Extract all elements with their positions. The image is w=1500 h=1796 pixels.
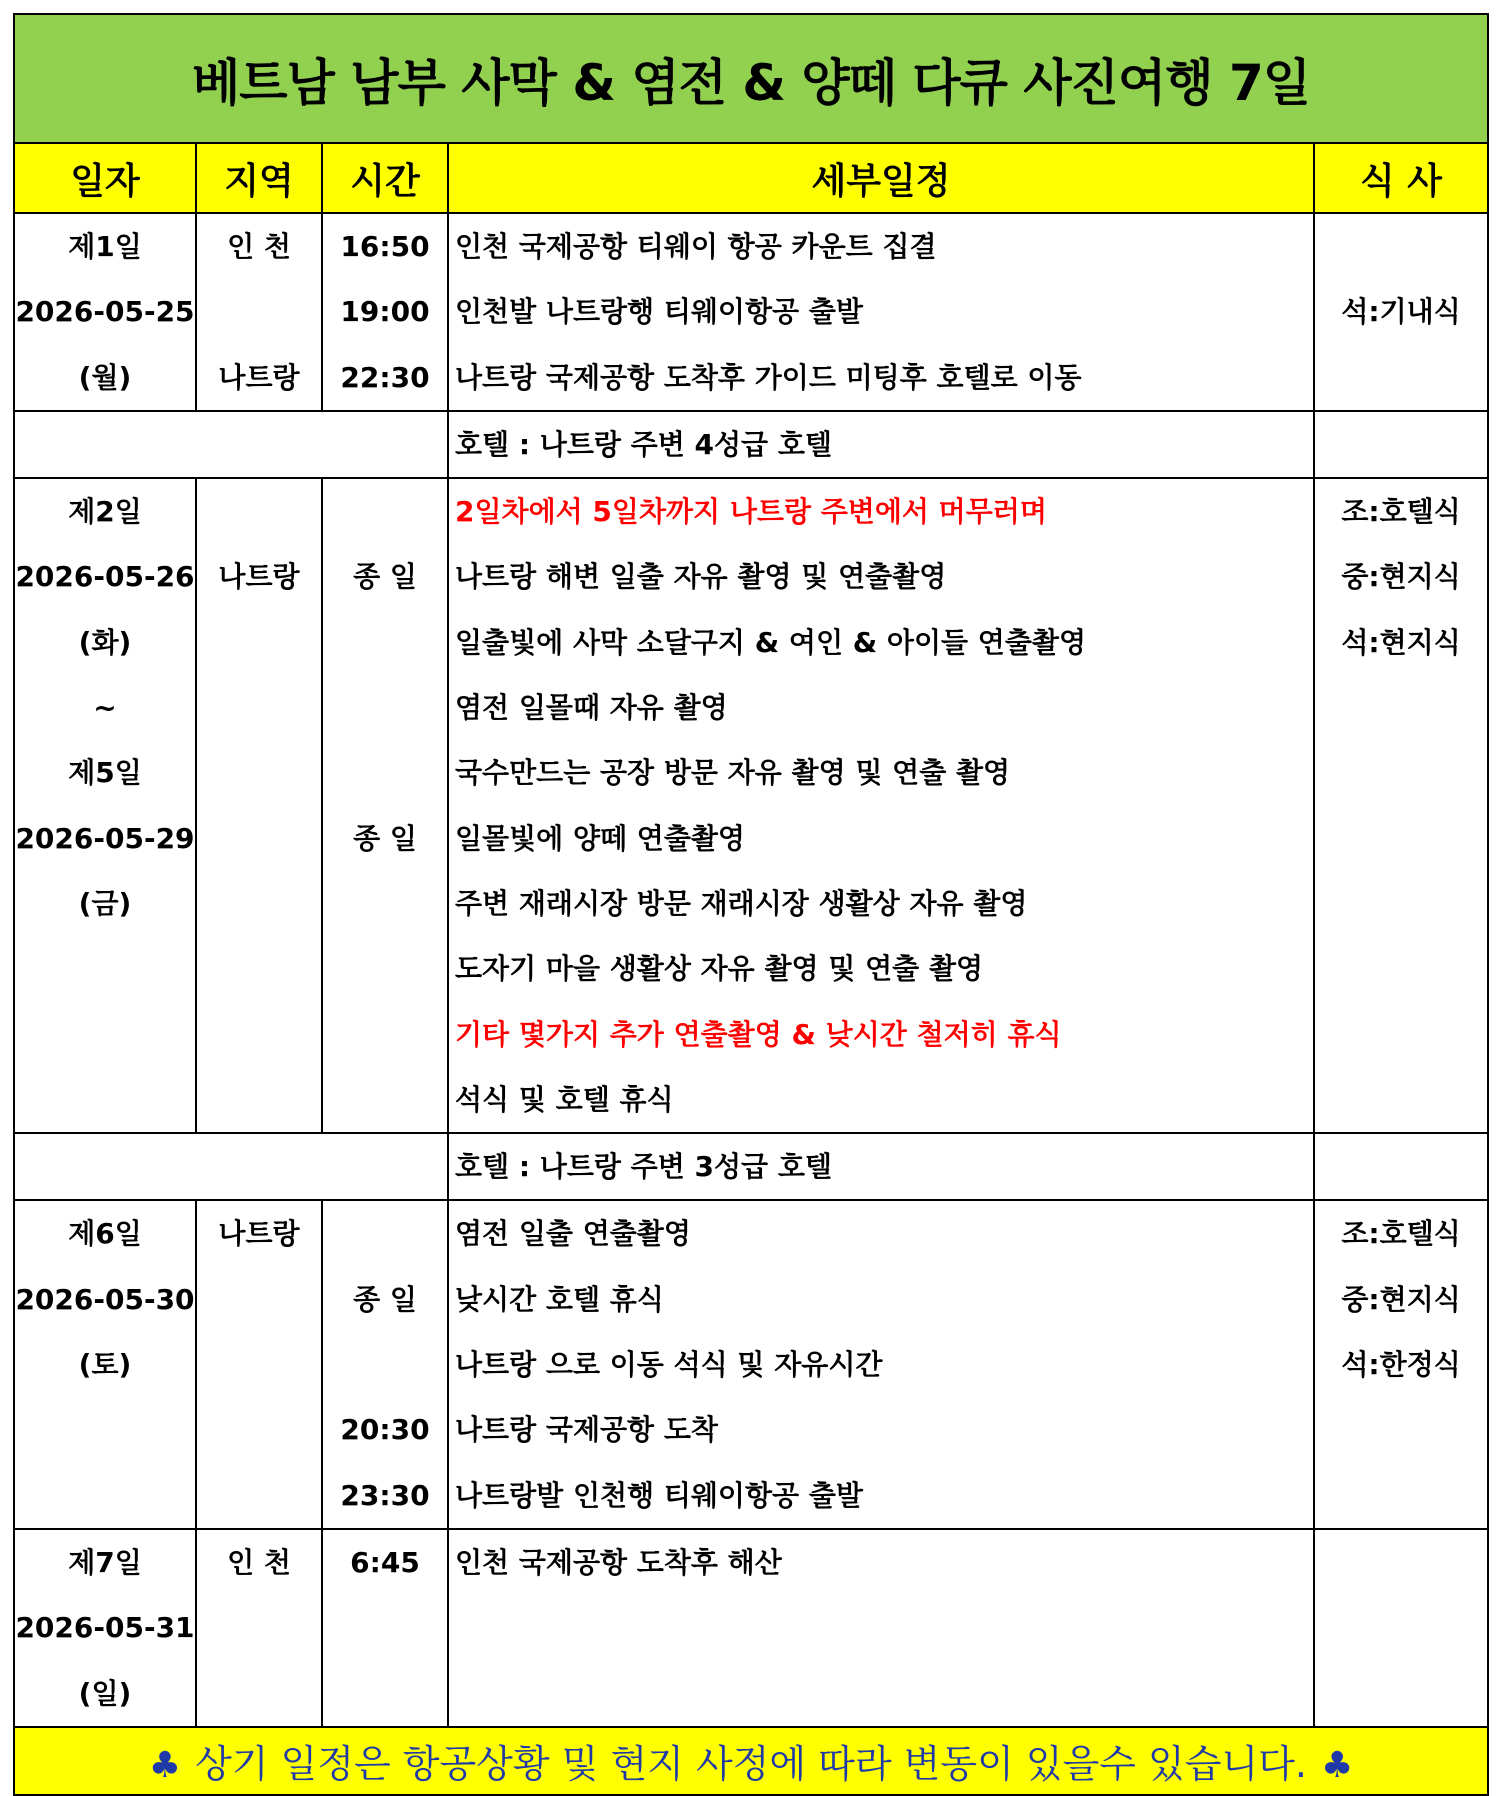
day-weekday: (월) <box>78 360 132 394</box>
day-text: 제6일 <box>68 1217 142 1251</box>
day-date: 2026-05-31 <box>15 1611 195 1645</box>
region-text: 나트랑 <box>218 560 300 594</box>
time-text <box>323 675 447 740</box>
header-row <box>14 143 1488 213</box>
hotel-meal-spacer <box>1314 411 1488 478</box>
time-text: 23:30 <box>340 1478 430 1512</box>
day-weekday: (화) <box>78 625 132 659</box>
time-text <box>323 871 447 936</box>
region-text <box>197 1661 321 1726</box>
hotel-spacer <box>14 1133 448 1200</box>
day-text: 제5일 <box>68 756 142 790</box>
detail-line: 나트랑 국제공항 도착 <box>455 1413 718 1447</box>
meal-text: 중:현지식 <box>1341 1282 1461 1316</box>
detail-cell <box>448 1200 1314 1528</box>
footer-notice-cell <box>14 1727 1488 1795</box>
time-text <box>323 1201 447 1266</box>
time-text <box>323 610 447 675</box>
hotel-text: 호텔 : 나트랑 주변 3성급 호텔 <box>455 1150 832 1184</box>
meal-text: 석:한정식 <box>1341 1348 1461 1382</box>
detail-line: 주변 재래시장 방문 재래시장 생활상 자유 촬영 <box>455 886 1028 920</box>
day-block-2 <box>14 478 1488 1133</box>
region-cell <box>196 213 322 411</box>
region-text <box>197 740 321 805</box>
region-text: 인 천 <box>227 1545 291 1579</box>
meal-text <box>1315 936 1487 1001</box>
day-weekday: (금) <box>78 886 132 920</box>
detail-line: 나트랑 국제공항 도착후 가이드 미팅후 호텔로 이동 <box>455 360 1082 394</box>
detail-line-highlight: 기타 몇가지 추가 연출촬영 & 낮시간 철저히 휴식 <box>455 1017 1062 1051</box>
meal-cell <box>1314 478 1488 1133</box>
time-text: 종 일 <box>353 821 417 855</box>
time-text <box>323 1002 447 1067</box>
meal-text: 중:현지식 <box>1341 560 1461 594</box>
time-text <box>323 1595 447 1660</box>
meal-text <box>1315 1397 1487 1462</box>
meal-cell <box>1314 213 1488 411</box>
detail-line: 염전 일출 연출촬영 <box>455 1217 691 1251</box>
meal-text <box>1315 740 1487 805</box>
time-text: 16:50 <box>340 230 430 263</box>
meal-text <box>1315 345 1487 410</box>
hotel-meal-spacer <box>1314 1133 1488 1200</box>
region-text <box>197 610 321 675</box>
meal-text <box>1315 1530 1487 1595</box>
time-text: 20:30 <box>340 1413 430 1447</box>
meal-cell <box>1314 1529 1488 1727</box>
detail-line: 나트랑 으로 이동 석식 및 자유시간 <box>455 1348 883 1382</box>
day-range-separator: ~ <box>93 691 117 725</box>
day-date: 2026-05-30 <box>15 1282 195 1316</box>
time-text <box>323 479 447 544</box>
time-text <box>323 1661 447 1726</box>
header-region: 지역 <box>196 143 322 213</box>
hotel-cell <box>448 1133 1314 1200</box>
detail-line: 낮시간 호텔 휴식 <box>455 1282 664 1316</box>
detail-line: 국수만드는 공장 방문 자유 촬영 및 연출 촬영 <box>455 756 1011 790</box>
time-text <box>323 740 447 805</box>
meal-text <box>1315 1595 1487 1660</box>
region-text <box>197 1463 321 1528</box>
time-text: 19:00 <box>340 295 430 329</box>
detail-line: 석식 및 호텔 휴식 <box>455 1082 674 1116</box>
time-cell <box>322 213 448 411</box>
footer-row <box>14 1727 1488 1795</box>
meal-text <box>1315 1067 1487 1132</box>
region-text <box>197 1267 321 1332</box>
hotel-row-2 <box>14 1133 1488 1200</box>
region-text: 나트랑 <box>218 360 300 394</box>
meal-text: 석:기내식 <box>1341 295 1461 329</box>
region-cell <box>196 1529 322 1727</box>
day-text <box>15 1067 195 1132</box>
detail-line: 인천발 나트랑행 티웨이항공 출발 <box>455 295 863 329</box>
itinerary-table <box>13 13 1489 1796</box>
day-date: 2026-05-29 <box>15 821 195 855</box>
detail-line <box>449 1595 1313 1660</box>
day-block-1 <box>14 213 1488 411</box>
meal-text <box>1315 214 1487 279</box>
detail-line: 나트랑발 인천행 티웨이항공 출발 <box>455 1478 863 1512</box>
region-text <box>197 1397 321 1462</box>
time-cell <box>322 1200 448 1528</box>
footer-notice: 상기 일정은 항공상황 및 현지 사정에 따라 변동이 있을수 있습니다. <box>195 1742 1307 1787</box>
day-text: 제2일 <box>68 495 142 529</box>
detail-line: 나트랑 해변 일출 자유 촬영 및 연출촬영 <box>455 560 947 594</box>
detail-line: 일출빛에 사막 소달구지 & 여인 & 아이들 연출촬영 <box>455 625 1086 659</box>
region-text <box>197 675 321 740</box>
detail-line: 인천 국제공항 티웨이 항공 카운트 집결 <box>455 230 937 263</box>
time-cell <box>322 478 448 1133</box>
club-icon: ♣ <box>148 1745 182 1787</box>
day-text <box>15 1463 195 1528</box>
meal-text <box>1315 1463 1487 1528</box>
meal-text: 석:현지식 <box>1341 625 1461 659</box>
region-text <box>197 479 321 544</box>
hotel-cell <box>448 411 1314 478</box>
region-text <box>197 936 321 1001</box>
hotel-spacer <box>14 411 448 478</box>
time-cell <box>322 1529 448 1727</box>
day-block-3 <box>14 1200 1488 1528</box>
region-text <box>197 871 321 936</box>
day-weekday: (일) <box>78 1676 132 1710</box>
hotel-text: 호텔 : 나트랑 주변 4성급 호텔 <box>455 427 832 461</box>
header-time: 시간 <box>322 143 448 213</box>
meal-text: 조:호텔식 <box>1341 1217 1461 1251</box>
day-date: 2026-05-26 <box>15 560 195 594</box>
header-meal: 식 사 <box>1314 143 1488 213</box>
detail-line: 염전 일몰때 자유 촬영 <box>455 691 728 725</box>
detail-cell <box>448 213 1314 411</box>
day-cell <box>14 213 196 411</box>
header-day: 일자 <box>14 143 196 213</box>
region-cell <box>196 478 322 1133</box>
region-text <box>197 1002 321 1067</box>
day-block-4 <box>14 1529 1488 1727</box>
meal-text <box>1315 871 1487 936</box>
detail-line: 도자기 마을 생활상 자유 촬영 및 연출 촬영 <box>455 952 984 986</box>
day-text <box>15 1002 195 1067</box>
header-detail: 세부일정 <box>448 143 1314 213</box>
itinerary-sheet <box>13 13 1487 1787</box>
region-text <box>197 1595 321 1660</box>
meal-text <box>1315 1661 1487 1726</box>
time-text: 22:30 <box>340 360 430 394</box>
detail-line: 일몰빛에 양떼 연출촬영 <box>455 821 745 855</box>
meal-text <box>1315 675 1487 740</box>
region-cell <box>196 1200 322 1528</box>
day-cell <box>14 1529 196 1727</box>
time-text: 종 일 <box>353 560 417 594</box>
day-cell <box>14 478 196 1133</box>
region-text: 인 천 <box>227 230 291 263</box>
time-text <box>323 936 447 1001</box>
detail-cell <box>448 478 1314 1133</box>
hotel-row-1 <box>14 411 1488 478</box>
day-text: 제7일 <box>68 1545 142 1579</box>
title-row <box>14 14 1488 143</box>
time-text <box>323 1332 447 1397</box>
page-title: 베트남 남부 사막 & 염전 & 양떼 다큐 사진여행 7일 <box>14 14 1488 143</box>
time-text <box>323 1067 447 1132</box>
day-text: 제1일 <box>68 230 142 263</box>
detail-line <box>449 1661 1313 1726</box>
meal-text: 조:호텔식 <box>1341 495 1461 529</box>
time-text: 종 일 <box>353 1282 417 1316</box>
day-weekday: (토) <box>78 1348 132 1382</box>
region-text <box>197 279 321 344</box>
meal-text <box>1315 1002 1487 1067</box>
meal-text <box>1315 806 1487 871</box>
time-text: 6:45 <box>350 1545 420 1579</box>
region-text: 나트랑 <box>218 1217 300 1251</box>
meal-cell <box>1314 1200 1488 1528</box>
day-cell <box>14 1200 196 1528</box>
day-text <box>15 936 195 1001</box>
region-text <box>197 806 321 871</box>
detail-cell <box>448 1529 1314 1727</box>
detail-line: 인천 국제공항 도착후 해산 <box>455 1545 782 1579</box>
region-text <box>197 1067 321 1132</box>
detail-line-highlight: 2일차에서 5일차까지 나트랑 주변에서 머무러며 <box>455 495 1047 529</box>
club-icon: ♣ <box>1320 1745 1354 1787</box>
day-date: 2026-05-25 <box>15 295 195 329</box>
day-text <box>15 1397 195 1462</box>
region-text <box>197 1332 321 1397</box>
